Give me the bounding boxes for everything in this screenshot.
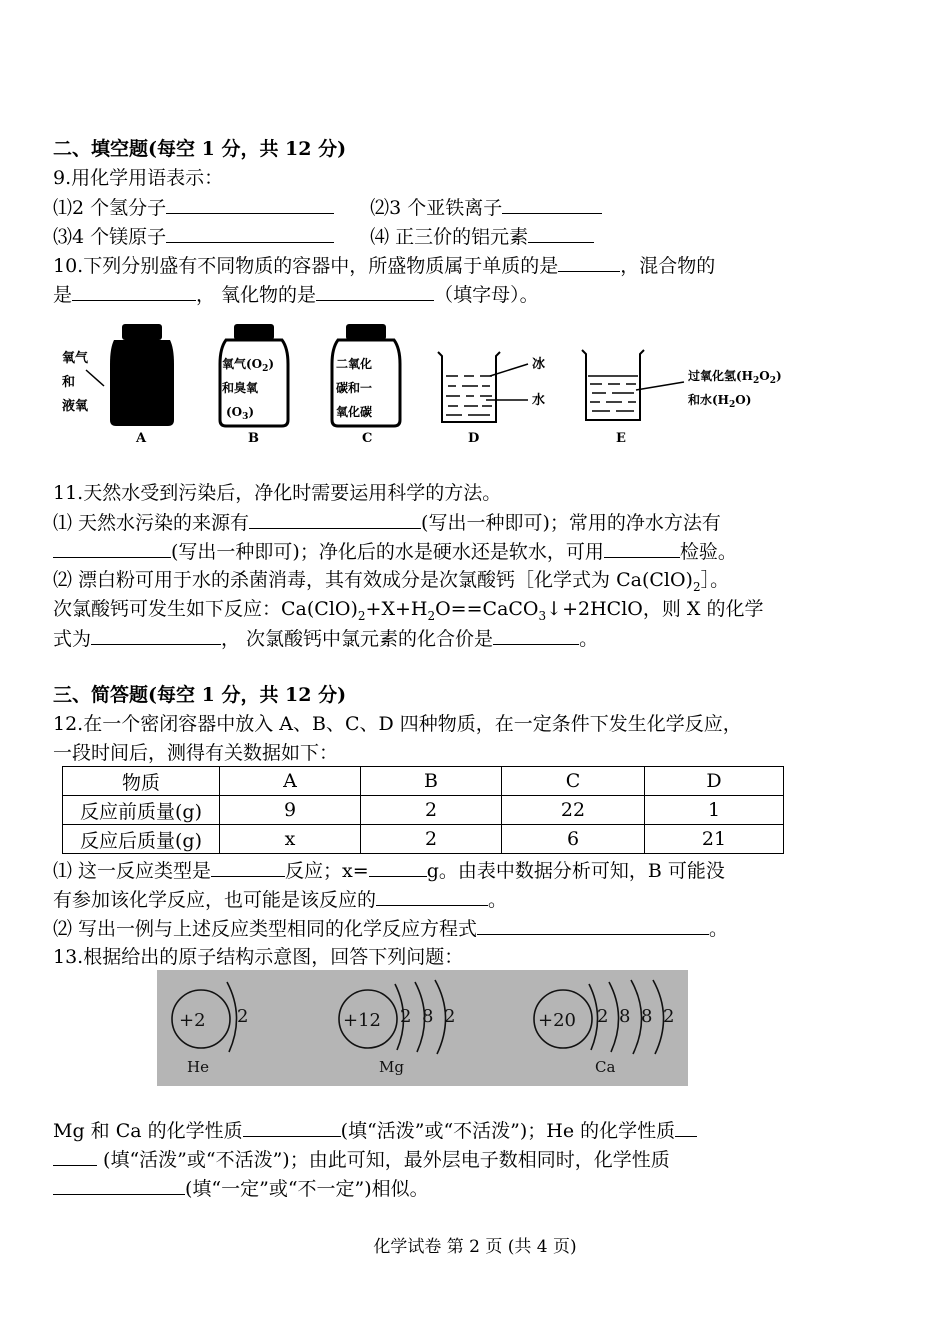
table-cell: 物质 bbox=[63, 767, 220, 796]
label-a-line1: 氧气 bbox=[62, 351, 89, 366]
q11-text: 次氯酸钙可发生如下反应：Ca(ClO) bbox=[53, 598, 358, 620]
bottle-b-cap bbox=[234, 324, 274, 340]
q11-text: (写出一种即可)；净化后的水是硬水还是软水，可用 bbox=[171, 541, 604, 563]
blank bbox=[502, 194, 602, 214]
q13-text: (填“活泼”或“不活泼”)；由此可知，最外层电子数相同时，化学性质 bbox=[97, 1149, 670, 1171]
blank bbox=[675, 1117, 697, 1137]
table-row bbox=[63, 796, 784, 825]
svg-text:(O3): $(O_3)$ bbox=[226, 405, 255, 422]
table-cell: x bbox=[220, 825, 361, 854]
q11-line3 bbox=[53, 567, 729, 600]
q11-text: ］。 bbox=[700, 569, 730, 591]
mg-shell-count: 8 bbox=[422, 1006, 434, 1027]
blank bbox=[53, 1175, 185, 1195]
blank bbox=[91, 625, 221, 645]
he-shell-count: 2 bbox=[237, 1006, 249, 1027]
q11-text: ↓+2HClO，则 X 的化学 bbox=[546, 598, 764, 620]
q9-p4: ⑷ 正三价的铝元素 bbox=[370, 226, 529, 248]
ca-shell-count: 8 bbox=[641, 1006, 653, 1027]
table-cell: 22 bbox=[502, 796, 645, 825]
table-cell: 21 bbox=[645, 825, 784, 854]
beaker-e bbox=[582, 350, 644, 420]
q13-line2 bbox=[53, 1146, 670, 1173]
label-c-line3: 氧化碳 bbox=[336, 405, 373, 419]
bottle-c-cap bbox=[346, 324, 386, 340]
q11-text: +X+H bbox=[365, 598, 428, 620]
q13-stem: 13.根据给出的原子结构示意图，回答下列问题： bbox=[53, 946, 464, 968]
q9-p1: ⑴2 个氢分子 bbox=[53, 197, 167, 219]
q12-text: 。 bbox=[709, 918, 729, 940]
blank bbox=[558, 252, 620, 272]
section-3-title: 三、简答题(每空 1 分，共 12 分) bbox=[53, 684, 347, 706]
q10-text: ， 氧化物的是 bbox=[196, 284, 317, 306]
q12-text: 反应；x= bbox=[285, 860, 369, 882]
ca-nucleus: +20 bbox=[538, 1010, 576, 1031]
table-cell: 反应后质量(g) bbox=[63, 825, 220, 854]
q10-line2 bbox=[53, 281, 539, 308]
table-cell: B bbox=[361, 767, 502, 796]
q12-line1: 12.在一个密闭容器中放入 A、B、C、D 四种物质，在一定条件下发生化学反应， bbox=[53, 713, 742, 735]
q12-p2 bbox=[53, 915, 728, 942]
q12-p1-line1 bbox=[53, 857, 725, 884]
table-cell: 2 bbox=[361, 796, 502, 825]
table-cell: 6 bbox=[502, 825, 645, 854]
blank bbox=[53, 538, 171, 558]
mg-symbol: Mg bbox=[379, 1058, 404, 1076]
ca-shell-count: 2 bbox=[597, 1006, 609, 1027]
he-symbol: He bbox=[187, 1058, 209, 1076]
ca-shell-count: 8 bbox=[619, 1006, 631, 1027]
label-ice: 冰 bbox=[532, 357, 546, 372]
q11-stem: 11.天然水受到污染后，净化时需要运用科学的方法。 bbox=[53, 482, 502, 504]
q11-text: O==CaCO bbox=[435, 598, 539, 620]
table-cell: 9 bbox=[220, 796, 361, 825]
blank bbox=[369, 857, 427, 877]
letter-a: A bbox=[136, 431, 147, 446]
q13-line1 bbox=[53, 1117, 697, 1144]
page-footer: 化学试卷 第 2 页 (共 4 页) bbox=[373, 1237, 577, 1257]
q9-row2 bbox=[53, 223, 594, 250]
q11-line5 bbox=[53, 625, 598, 652]
containers-figure bbox=[50, 318, 810, 452]
section-2-title: 二、填空题(每空 1 分，共 12 分) bbox=[53, 138, 347, 160]
blank bbox=[249, 509, 421, 529]
label-a-line2: 和 bbox=[62, 375, 76, 390]
subscript: 3 bbox=[538, 608, 547, 623]
q9-stem: 9.用化学用语表示： bbox=[53, 167, 224, 189]
q11-text: 式为 bbox=[53, 628, 92, 650]
q10-text: 是 bbox=[53, 284, 73, 306]
letter-b: B bbox=[248, 431, 259, 446]
subscript: 2 bbox=[357, 608, 366, 623]
ca-symbol: Ca bbox=[595, 1058, 616, 1076]
q12-text: ⑴ 这一反应类型是 bbox=[53, 860, 212, 882]
svg-text:和水(H2O): 和水$(H_2O)$ bbox=[688, 393, 752, 410]
q11-text: ⑴ 天然水污染的来源有 bbox=[53, 512, 250, 534]
label-water: 水 bbox=[532, 393, 546, 408]
blank bbox=[316, 281, 434, 301]
blank bbox=[211, 857, 285, 877]
q11-text: 检验。 bbox=[679, 541, 737, 563]
q9-p2: ⑵3 个亚铁离子 bbox=[370, 197, 503, 219]
label-b-line2: 和臭氧 bbox=[222, 381, 259, 395]
q9-p3: ⑶4 个镁原子 bbox=[53, 226, 167, 248]
subscript: 2 bbox=[692, 579, 701, 594]
q10-text: 10.下列分别盛有不同物质的容器中，所盛物质属于单质的是 bbox=[53, 255, 559, 277]
mg-shell-count: 2 bbox=[444, 1006, 456, 1027]
q11-text: (写出一种即可)；常用的净水方法有 bbox=[421, 512, 721, 534]
q10-line1 bbox=[53, 252, 715, 279]
blank bbox=[376, 886, 488, 906]
q12-text: ⑵ 写出一例与上述反应类型相同的化学反应方程式 bbox=[53, 918, 478, 940]
q12-line2: 一段时间后，测得有关数据如下： bbox=[53, 742, 339, 764]
blank bbox=[528, 223, 594, 243]
blank bbox=[166, 194, 334, 214]
bottle-a bbox=[110, 340, 174, 426]
table-row bbox=[63, 825, 784, 854]
table-cell: 1 bbox=[645, 796, 784, 825]
svg-text:过氧化氢(H2O2): 过氧化氢$(H_2O_2)$ bbox=[688, 369, 782, 386]
subscript: 2 bbox=[427, 608, 436, 623]
q10-text: ，混合物的 bbox=[620, 255, 716, 277]
he-nucleus: +2 bbox=[179, 1010, 206, 1031]
table-cell: 2 bbox=[361, 825, 502, 854]
bottle-a-cap bbox=[122, 324, 162, 340]
mass-data-table bbox=[62, 766, 784, 854]
mg-nucleus: +12 bbox=[343, 1010, 381, 1031]
q11-text: 。 bbox=[579, 628, 599, 650]
q11-text: ， 次氯酸钙中氯元素的化合价是 bbox=[221, 628, 494, 650]
q13-text: (填“一定”或“不一定”)相似。 bbox=[185, 1178, 429, 1200]
blank bbox=[166, 223, 334, 243]
svg-text:氧气(O2): 氧气$(O_2)$ bbox=[222, 357, 275, 374]
q12-p1-line2 bbox=[53, 886, 507, 913]
q12-text: 有参加该化学反应，也可能是该反应的 bbox=[53, 889, 377, 911]
q11-text: ⑵ 漂白粉可用于水的杀菌消毒，其有效成分是次氯酸钙［化学式为 Ca(ClO) bbox=[53, 569, 693, 591]
label-c-line1: 二氧化 bbox=[336, 357, 373, 371]
blank bbox=[477, 915, 709, 935]
label-a-line3: 液氧 bbox=[62, 399, 89, 414]
letter-d: D bbox=[468, 431, 480, 446]
beaker-d bbox=[438, 352, 500, 422]
blank bbox=[243, 1117, 341, 1137]
table-header-row bbox=[63, 767, 784, 796]
q13-text: Mg 和 Ca 的化学性质 bbox=[53, 1120, 243, 1142]
q10-text: （填字母）。 bbox=[434, 284, 539, 306]
table-cell: C bbox=[502, 767, 645, 796]
blank bbox=[493, 625, 579, 645]
mg-shell-count: 2 bbox=[400, 1006, 412, 1027]
blank bbox=[53, 1146, 97, 1166]
table-cell: A bbox=[220, 767, 361, 796]
q12-text: g。由表中数据分析可知，B 可能没 bbox=[426, 860, 725, 882]
blank bbox=[72, 281, 196, 301]
q12-text: 。 bbox=[488, 889, 508, 911]
letter-c: C bbox=[362, 431, 373, 446]
blank bbox=[604, 538, 680, 558]
letter-e: E bbox=[616, 431, 626, 446]
q13-line3 bbox=[53, 1175, 429, 1202]
label-c-line2: 碳和一 bbox=[336, 381, 373, 395]
q9-row1 bbox=[53, 194, 602, 221]
q11-line1 bbox=[53, 509, 721, 536]
table-cell: 反应前质量(g) bbox=[63, 796, 220, 825]
q13-text: (填“活泼”或“不活泼”)；He 的化学性质 bbox=[340, 1120, 676, 1142]
q11-line4 bbox=[53, 596, 763, 629]
atom-structure-figure bbox=[157, 970, 688, 1086]
q11-line2 bbox=[53, 538, 737, 565]
table-cell: D bbox=[645, 767, 784, 796]
ca-shell-count: 2 bbox=[663, 1006, 675, 1027]
